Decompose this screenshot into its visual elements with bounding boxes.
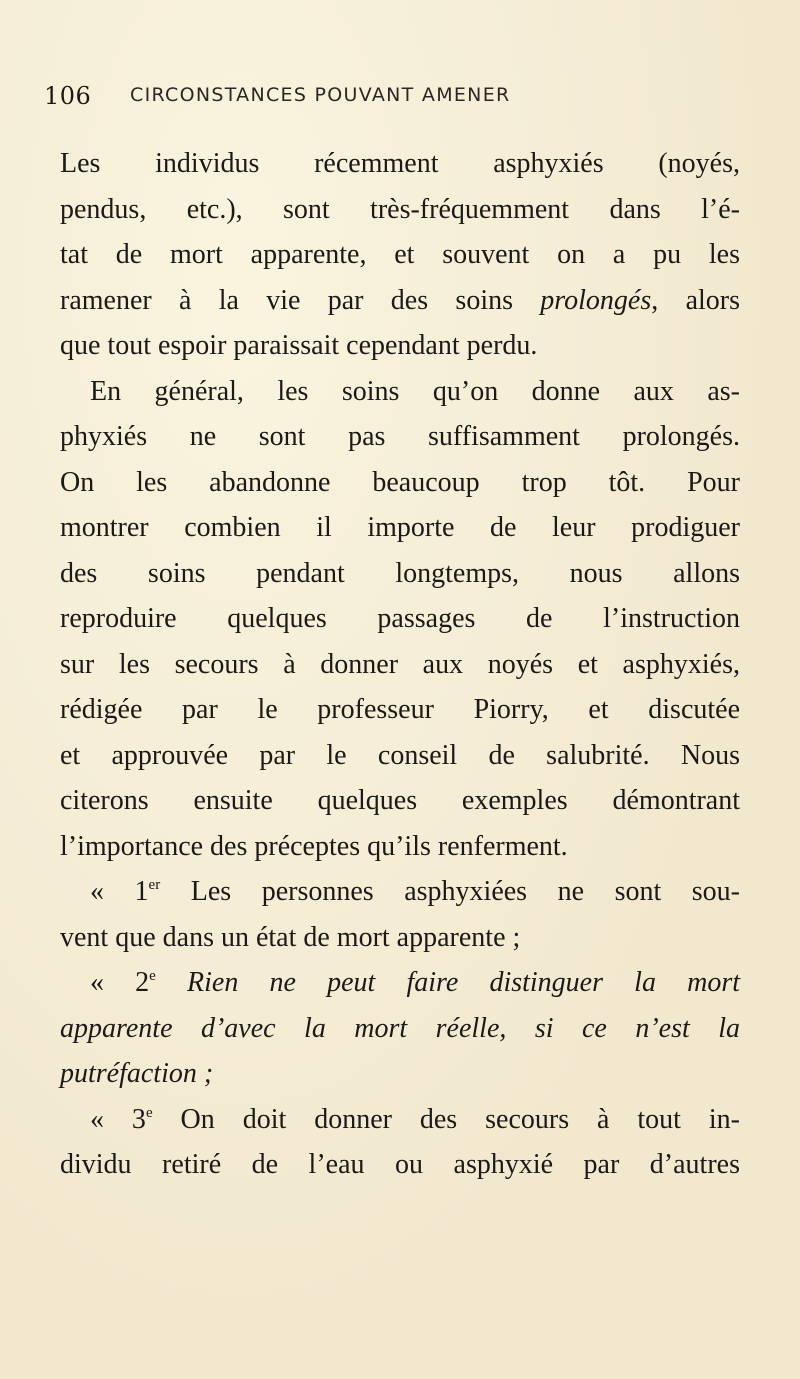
text-line: « 3e On doit donner des secours à tout in- [90,1103,740,1135]
text-line: dividu retiré de l’eau ou asphyxié par d’autres [60,1149,740,1180]
text-line: que tout espoir paraissait cependant perdu. [60,330,538,361]
text-line: « 1er Les personnes asphyxiées ne sont sou- [90,876,740,907]
text-line: Les individus récemment asphyxiés (noyés, [60,148,740,179]
text-line: En général, les soins qu’on donne aux as- [90,375,740,407]
text-line: tat de mort apparente, et souvent on a pu les [60,239,740,270]
text-line: montrer combien il importe de leur prodiguer [60,512,740,543]
text-line: ramener à la vie par des soins prolongés, alors [60,284,740,316]
text-line: citerons ensuite quelques exemples démontrant [60,785,740,816]
text-line: l’importance des préceptes qu’ils renferment. [60,830,568,862]
text-line: reproduire quelques passages de l’instruction [60,603,740,634]
text-line: phyxiés ne sont pas suffisamment prolongés. [60,421,740,452]
running-header [44,82,784,122]
text-line: vent que dans un état de mort apparente ; [60,921,521,953]
page-number: 106 [44,82,92,110]
text-line: et approuvée par le conseil de salubrité. Nous [60,739,740,771]
body-text [60,141,740,1188]
text-line: pendus, etc.), sont très-fréquemment dans l’é- [60,193,740,225]
text-line: des soins pendant longtemps, nous allons [60,557,740,589]
text-line: rédigée par le professeur Piorry, et discutée [60,694,740,725]
text-line: apparente d’avec la mort réelle, si ce n’est la [60,1012,740,1044]
emphasis: Rien ne peut faire distinguer la mort [155,967,741,998]
text-line: sur les secours à donner aux noyés et asphyxiés, [60,648,740,680]
text-line: « 2e Rien ne peut faire distinguer la mort [90,967,741,998]
running-title: CIRCONSTANCES POUVANT AMENER [130,84,511,106]
text-line: putréfaction ; [60,1058,214,1089]
emphasis: prolongés [540,284,652,316]
text-line: On les abandonne beaucoup trop tôt. Pour [60,466,740,498]
